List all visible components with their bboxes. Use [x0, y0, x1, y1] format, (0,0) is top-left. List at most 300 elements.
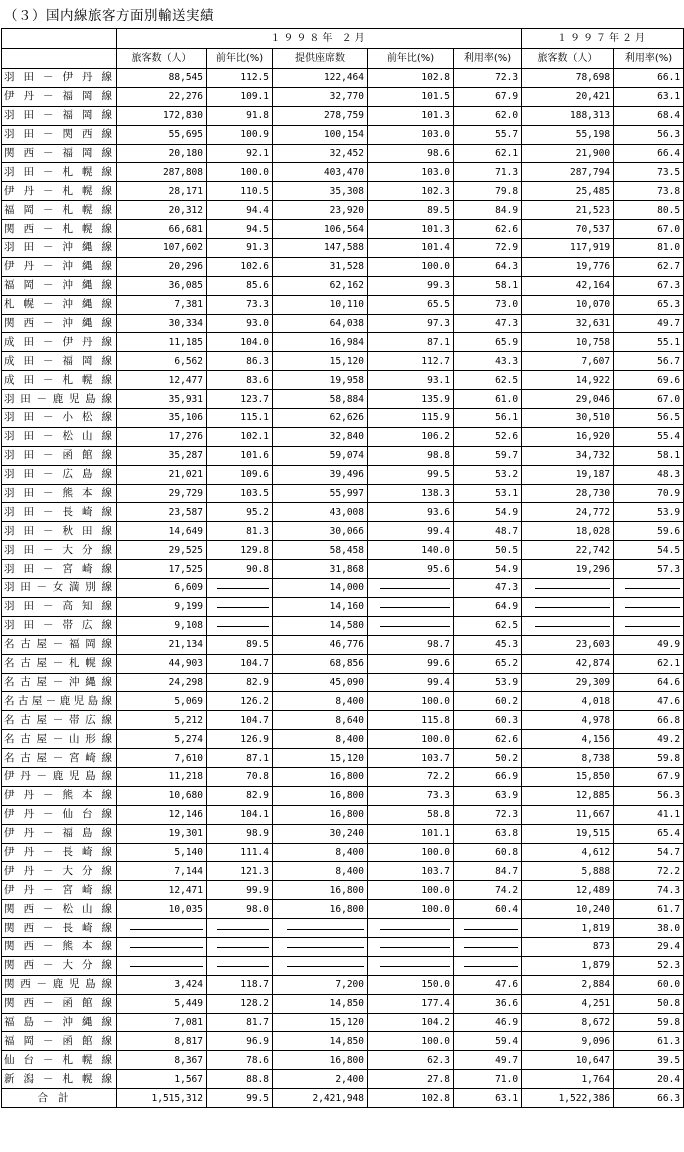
table-row: [2, 862, 684, 881]
cell-value: 48.3: [614, 465, 684, 484]
cell-value: 63.1: [454, 1089, 522, 1108]
blank-line: [380, 626, 450, 627]
total-row: [2, 1089, 684, 1108]
route-name: 羽田－鹿児島線: [2, 390, 117, 409]
cell-value: 53.2: [454, 465, 522, 484]
cell-value: 21,021: [117, 465, 207, 484]
cell-value: 29,525: [117, 541, 207, 560]
cell-value: 67.9: [454, 87, 522, 106]
cell-value: 63.1: [614, 87, 684, 106]
route-name: 名古屋－沖縄線: [2, 673, 117, 692]
cell-value: 62,162: [273, 276, 368, 295]
cell-value: 35,106: [117, 409, 207, 428]
header-corner: [2, 29, 117, 49]
cell-value: 29,046: [522, 390, 614, 409]
cell-value: 98.8: [368, 446, 454, 465]
cell-value: 84.9: [454, 201, 522, 220]
blank-line: [535, 626, 610, 627]
cell-value: 56.1: [454, 409, 522, 428]
route-name: 伊丹－仙台線: [2, 805, 117, 824]
cell-value: 31,868: [273, 560, 368, 579]
cell-value: 67.9: [614, 767, 684, 786]
cell-value: 10,758: [522, 333, 614, 352]
cell-value: 19,296: [522, 560, 614, 579]
cell-value: 7,144: [117, 862, 207, 881]
table-row: [2, 1013, 684, 1032]
cell-value: 8,367: [117, 1051, 207, 1070]
cell-value: 102.1: [207, 427, 273, 446]
cell-value: 58,884: [273, 390, 368, 409]
route-name: 成田－福岡線: [2, 352, 117, 371]
cell-value: 22,742: [522, 541, 614, 560]
cell-value: 172,830: [117, 106, 207, 125]
cell-value: 61.7: [614, 900, 684, 919]
cell-value: 99.3: [368, 276, 454, 295]
cell-value: 62.5: [454, 371, 522, 390]
cell-value: 29,309: [522, 673, 614, 692]
cell-value: 10,647: [522, 1051, 614, 1070]
cell-value: 100.0: [368, 1032, 454, 1051]
cell-value: 55,997: [273, 484, 368, 503]
cell-value: 18,028: [522, 522, 614, 541]
year-header-row: [2, 29, 684, 49]
blank-line: [217, 626, 269, 627]
cell-value: 12,489: [522, 881, 614, 900]
cell-value: 81.7: [207, 1013, 273, 1032]
cell-value: 89.5: [207, 635, 273, 654]
cell-value: 5,140: [117, 843, 207, 862]
route-name: 羽田－伊丹線: [2, 69, 117, 88]
cell-value: 1,567: [117, 1070, 207, 1089]
cell-value: 17,525: [117, 560, 207, 579]
cell-value: 27.8: [368, 1070, 454, 1089]
route-name: 関西－福岡線: [2, 144, 117, 163]
cell-value: 5,212: [117, 711, 207, 730]
cell-value: [454, 919, 522, 938]
cell-value: 2,884: [522, 975, 614, 994]
table-row: [2, 484, 684, 503]
route-name: 福岡－札幌線: [2, 201, 117, 220]
cell-value: 71.0: [454, 1070, 522, 1089]
cell-value: 19,301: [117, 824, 207, 843]
cell-value: 188,313: [522, 106, 614, 125]
cell-value: 112.7: [368, 352, 454, 371]
cell-value: 4,612: [522, 843, 614, 862]
cell-value: 49.2: [614, 730, 684, 749]
route-name: 関西－鹿児島線: [2, 975, 117, 994]
cell-value: 87.1: [368, 333, 454, 352]
cell-value: 10,240: [522, 900, 614, 919]
cell-value: 47.3: [454, 314, 522, 333]
cell-value: 117,919: [522, 239, 614, 258]
cell-value: 61.3: [614, 1032, 684, 1051]
route-name: 羽田－長崎線: [2, 503, 117, 522]
blank-line: [217, 929, 269, 930]
cell-value: 126.9: [207, 730, 273, 749]
cell-value: 8,400: [273, 692, 368, 711]
cell-value: [207, 919, 273, 938]
cell-value: 16,984: [273, 333, 368, 352]
cell-value: 12,471: [117, 881, 207, 900]
cell-value: 7,607: [522, 352, 614, 371]
cell-value: 110.5: [207, 182, 273, 201]
table-row: [2, 1032, 684, 1051]
cell-value: [522, 597, 614, 616]
route-name: 関西－函館線: [2, 994, 117, 1013]
cell-value: 39,496: [273, 465, 368, 484]
route-name: 伊丹－鹿児島線: [2, 767, 117, 786]
cell-value: 103.5: [207, 484, 273, 503]
blank-line: [625, 626, 680, 627]
cell-value: 67.0: [614, 220, 684, 239]
cell-value: 4,156: [522, 730, 614, 749]
route-name: 羽田－福岡線: [2, 106, 117, 125]
cell-value: 59.8: [614, 749, 684, 768]
cell-value: 278,759: [273, 106, 368, 125]
cell-value: 21,900: [522, 144, 614, 163]
cell-value: 45,090: [273, 673, 368, 692]
blank-line: [380, 607, 450, 608]
cell-value: 112.5: [207, 69, 273, 88]
cell-value: 81.3: [207, 522, 273, 541]
cell-value: 72.3: [454, 69, 522, 88]
cell-value: 72.9: [454, 239, 522, 258]
cell-value: 67.0: [614, 390, 684, 409]
route-name: 羽田－大分線: [2, 541, 117, 560]
cell-value: 7,081: [117, 1013, 207, 1032]
cell-value: 9,096: [522, 1032, 614, 1051]
cell-value: 73.3: [368, 786, 454, 805]
cell-value: 72.2: [614, 862, 684, 881]
route-name: 羽田－沖縄線: [2, 239, 117, 258]
cell-value: 14,580: [273, 616, 368, 635]
cell-value: 61.0: [454, 390, 522, 409]
cell-value: 2,421,948: [273, 1089, 368, 1108]
cell-value: 1,879: [522, 956, 614, 975]
cell-value: 11,185: [117, 333, 207, 352]
cell-value: 3,424: [117, 975, 207, 994]
cell-value: 95.6: [368, 560, 454, 579]
cell-value: 115.9: [368, 409, 454, 428]
cell-value: 7,610: [117, 749, 207, 768]
cell-value: 104.1: [207, 805, 273, 824]
table-row: [2, 522, 684, 541]
route-name: 伊丹－宮崎線: [2, 881, 117, 900]
cell-value: 16,800: [273, 786, 368, 805]
table-row: [2, 1051, 684, 1070]
table-row: [2, 579, 684, 598]
cell-value: [117, 937, 207, 956]
cell-value: 21,134: [117, 635, 207, 654]
table-row: [2, 314, 684, 333]
cell-value: 41.1: [614, 805, 684, 824]
blank-line: [217, 947, 269, 948]
cell-value: 94.4: [207, 201, 273, 220]
cell-value: 2,400: [273, 1070, 368, 1089]
cell-value: 21,523: [522, 201, 614, 220]
cell-value: 14,000: [273, 579, 368, 598]
cell-value: 46.9: [454, 1013, 522, 1032]
cell-value: 62.6: [454, 730, 522, 749]
cell-value: 5,069: [117, 692, 207, 711]
cell-value: 47.6: [614, 692, 684, 711]
cell-value: 53.1: [454, 484, 522, 503]
cell-value: 70,537: [522, 220, 614, 239]
table-row: [2, 541, 684, 560]
table-row: [2, 805, 684, 824]
cell-value: 20,180: [117, 144, 207, 163]
cell-value: 22,276: [117, 87, 207, 106]
route-name: 仙台－札幌線: [2, 1051, 117, 1070]
cell-value: 90.8: [207, 560, 273, 579]
cell-value: 102.8: [368, 1089, 454, 1108]
cell-value: 93.6: [368, 503, 454, 522]
cell-value: 150.0: [368, 975, 454, 994]
route-name: 羽田－帯広線: [2, 616, 117, 635]
cell-value: 62.7: [614, 257, 684, 276]
cell-value: 91.3: [207, 239, 273, 258]
cell-value: 82.9: [207, 786, 273, 805]
route-name: 関西－大分線: [2, 956, 117, 975]
cell-value: [368, 919, 454, 938]
blank-line: [130, 966, 203, 967]
table-row: [2, 125, 684, 144]
cell-value: 1,819: [522, 919, 614, 938]
cell-value: 24,298: [117, 673, 207, 692]
route-name: 伊丹－長崎線: [2, 843, 117, 862]
cell-value: [614, 616, 684, 635]
cell-value: 71.3: [454, 163, 522, 182]
route-name: 札幌－沖縄線: [2, 295, 117, 314]
blank-line: [217, 588, 269, 589]
cell-value: 20.4: [614, 1070, 684, 1089]
table-row: [2, 654, 684, 673]
table-row: [2, 843, 684, 862]
route-name: 名古屋－福岡線: [2, 635, 117, 654]
route-name: 関西－松山線: [2, 900, 117, 919]
cell-value: 64.6: [614, 673, 684, 692]
cell-value: 104.0: [207, 333, 273, 352]
cell-value: [207, 616, 273, 635]
table-row: [2, 711, 684, 730]
cell-value: 63.8: [454, 824, 522, 843]
blank-line: [217, 966, 269, 967]
table-row: [2, 673, 684, 692]
column-header: 旅客数（人）: [117, 49, 207, 69]
cell-value: 100.9: [207, 125, 273, 144]
cell-value: 50.5: [454, 541, 522, 560]
route-name: 羽田－函館線: [2, 446, 117, 465]
cell-value: 20,296: [117, 257, 207, 276]
cell-value: 73.3: [207, 295, 273, 314]
cell-value: 100.0: [368, 843, 454, 862]
cell-value: 17,276: [117, 427, 207, 446]
cell-value: 6,562: [117, 352, 207, 371]
cell-value: 97.3: [368, 314, 454, 333]
blank-line: [380, 588, 450, 589]
table-row: [2, 503, 684, 522]
cell-value: 69.6: [614, 371, 684, 390]
cell-value: 8,400: [273, 843, 368, 862]
cell-value: 138.3: [368, 484, 454, 503]
cell-value: [207, 597, 273, 616]
cell-value: 49.7: [454, 1051, 522, 1070]
blank-line: [464, 966, 518, 967]
cell-value: 91.8: [207, 106, 273, 125]
cell-value: 129.8: [207, 541, 273, 560]
table-row: [2, 371, 684, 390]
cell-value: 103.7: [368, 749, 454, 768]
cell-value: 56.3: [614, 125, 684, 144]
cell-value: 9,199: [117, 597, 207, 616]
blank-line: [380, 947, 450, 948]
cell-value: 30,066: [273, 522, 368, 541]
cell-value: 106.2: [368, 427, 454, 446]
route-name: 伊丹－大分線: [2, 862, 117, 881]
cell-value: 45.3: [454, 635, 522, 654]
cell-value: [117, 919, 207, 938]
cell-value: 15,120: [273, 749, 368, 768]
column-header-row: [2, 49, 684, 69]
cell-value: 7,200: [273, 975, 368, 994]
cell-value: 88,545: [117, 69, 207, 88]
cell-value: 8,400: [273, 862, 368, 881]
cell-value: 48.7: [454, 522, 522, 541]
route-name: 名古屋－鹿児島線: [2, 692, 117, 711]
route-name: 関西－札幌線: [2, 220, 117, 239]
cell-value: 66.4: [614, 144, 684, 163]
cell-value: 99.4: [368, 522, 454, 541]
cell-value: [207, 956, 273, 975]
cell-value: 14,160: [273, 597, 368, 616]
cell-value: 54.9: [454, 560, 522, 579]
blank-line: [464, 947, 518, 948]
cell-value: 98.0: [207, 900, 273, 919]
cell-value: 92.1: [207, 144, 273, 163]
cell-value: 59.8: [614, 1013, 684, 1032]
cell-value: 4,978: [522, 711, 614, 730]
route-name: 福岡－函館線: [2, 1032, 117, 1051]
cell-value: 49.9: [614, 635, 684, 654]
table-body: [2, 69, 684, 1108]
cell-value: 62,626: [273, 409, 368, 428]
table-row: [2, 295, 684, 314]
cell-value: 44,903: [117, 654, 207, 673]
cell-value: 78.6: [207, 1051, 273, 1070]
cell-value: 140.0: [368, 541, 454, 560]
cell-value: 104.7: [207, 711, 273, 730]
cell-value: 100.0: [368, 730, 454, 749]
cell-value: 103.0: [368, 163, 454, 182]
cell-value: [614, 579, 684, 598]
cell-value: 59,074: [273, 446, 368, 465]
table-row: [2, 390, 684, 409]
table-row: [2, 276, 684, 295]
cell-value: 29,729: [117, 484, 207, 503]
cell-value: 104.2: [368, 1013, 454, 1032]
table-row: [2, 919, 684, 938]
cell-value: 101.4: [368, 239, 454, 258]
cell-value: [368, 597, 454, 616]
table-row: [2, 635, 684, 654]
route-name: 伊丹－沖縄線: [2, 257, 117, 276]
cell-value: 55.1: [614, 333, 684, 352]
cell-value: 16,920: [522, 427, 614, 446]
cell-value: 15,120: [273, 352, 368, 371]
cell-value: 35,308: [273, 182, 368, 201]
table-row: [2, 767, 684, 786]
period-1998-header: １９９８年 ２月: [117, 29, 522, 49]
route-name: 羽田－小松線: [2, 409, 117, 428]
route-name: 福岡－沖縄線: [2, 276, 117, 295]
cell-value: 121.3: [207, 862, 273, 881]
cell-value: [368, 937, 454, 956]
cell-value: 100.0: [368, 881, 454, 900]
cell-value: 100.0: [368, 257, 454, 276]
cell-value: 46,776: [273, 635, 368, 654]
cell-value: [368, 956, 454, 975]
table-row: [2, 409, 684, 428]
cell-value: 47.6: [454, 975, 522, 994]
page-title: （３）国内線旅客方面別輸送実績: [4, 8, 214, 24]
cell-value: 88.8: [207, 1070, 273, 1089]
cell-value: 102.8: [368, 69, 454, 88]
cell-value: 66.9: [454, 767, 522, 786]
cell-value: 128.2: [207, 994, 273, 1013]
cell-value: [273, 956, 368, 975]
cell-value: 99.5: [368, 465, 454, 484]
cell-value: 66.8: [614, 711, 684, 730]
cell-value: 118.7: [207, 975, 273, 994]
cell-value: 65.3: [614, 295, 684, 314]
cell-value: 15,850: [522, 767, 614, 786]
cell-value: 73.5: [614, 163, 684, 182]
cell-value: 55,198: [522, 125, 614, 144]
cell-value: 101.3: [368, 106, 454, 125]
cell-value: 58.1: [454, 276, 522, 295]
cell-value: 1,515,312: [117, 1089, 207, 1108]
table-row: [2, 1070, 684, 1089]
route-name: 羽田－松山線: [2, 427, 117, 446]
blank-line: [217, 607, 269, 608]
cell-value: 64.3: [454, 257, 522, 276]
column-header: 利用率(%): [614, 49, 684, 69]
cell-value: 102.3: [368, 182, 454, 201]
cell-value: 66.1: [614, 69, 684, 88]
route-name: 関西－沖縄線: [2, 314, 117, 333]
cell-value: 16,800: [273, 881, 368, 900]
route-name: 新潟－札幌線: [2, 1070, 117, 1089]
table-row: [2, 257, 684, 276]
cell-value: 19,187: [522, 465, 614, 484]
table-row: [2, 87, 684, 106]
cell-value: 19,776: [522, 257, 614, 276]
cell-value: 65.4: [614, 824, 684, 843]
cell-value: 100.0: [368, 900, 454, 919]
cell-value: 62.3: [368, 1051, 454, 1070]
cell-value: 11,667: [522, 805, 614, 824]
cell-value: 53.9: [614, 503, 684, 522]
blank-line: [625, 588, 680, 589]
cell-value: 58,458: [273, 541, 368, 560]
cell-value: 14,649: [117, 522, 207, 541]
cell-value: 14,922: [522, 371, 614, 390]
cell-value: 19,958: [273, 371, 368, 390]
cell-value: 54.5: [614, 541, 684, 560]
cell-value: 10,680: [117, 786, 207, 805]
route-name: 羽田－札幌線: [2, 163, 117, 182]
cell-value: 107,602: [117, 239, 207, 258]
